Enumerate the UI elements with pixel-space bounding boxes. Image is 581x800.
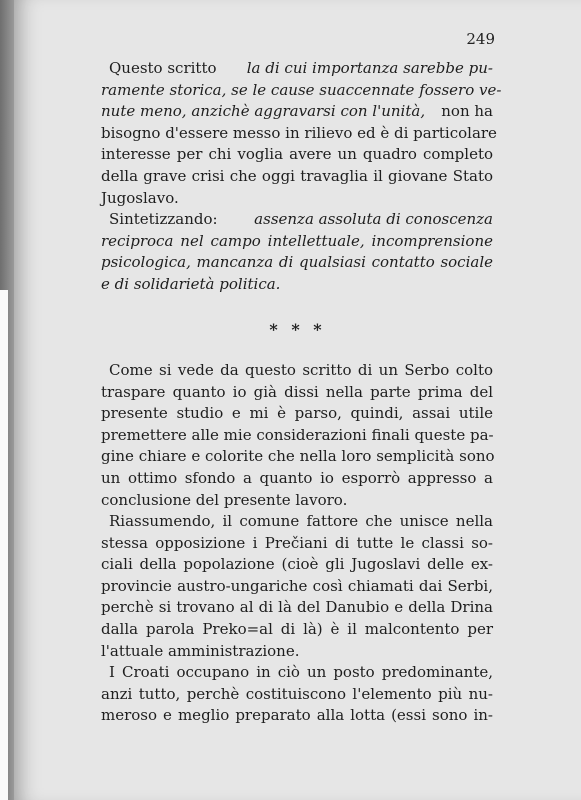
text-line: l'attuale amministrazione. <box>101 641 300 660</box>
text-line: psicologica, mancanza di qualsiasi contatto sociale <box>101 253 493 272</box>
paragraph-3 <box>101 360 493 511</box>
page-number: 249 <box>466 30 495 48</box>
text-line: traspare quanto io già dissi nella parte prima del <box>101 382 493 401</box>
text-line: ciali della popolazione (cioè gli Jugoslavi delle ex- <box>101 555 493 574</box>
text-line: meroso e meglio preparato alla lotta (essi sono in- <box>101 706 493 725</box>
text-line: anzi tutto, perchè costituiscono l'elemento più nu- <box>101 684 493 703</box>
page-edge-highlight <box>0 290 8 800</box>
text-line: presente studio e mi è parso, quindi, assai utile <box>101 404 493 423</box>
paragraph-4 <box>101 511 493 662</box>
text-line: bisogno d'essere messo in rilievo ed è di particolare <box>101 123 497 142</box>
text-line: stessa opposizione i Prečiani di tutte le classi so- <box>101 533 493 552</box>
text-line: Riassumendo, il comune fattore che unisce nella <box>109 512 493 530</box>
text-line: Jugoslavo. <box>101 188 179 207</box>
text-line: premettere alle mie considerazioni finali queste pa- <box>101 425 494 444</box>
text-line: Questo scritto la di cui importanza sarebbe pu- <box>109 59 493 77</box>
paragraph-2 <box>101 209 493 295</box>
text-line: perchè si trovano al di là del Danubio e della Drina <box>101 598 493 617</box>
text-line: conclusione del presente lavoro. <box>101 490 348 509</box>
text-line: dalla parola Preko=al di là) è il malcontento per <box>101 619 493 638</box>
page-edge <box>0 0 14 800</box>
text-line: e di solidarietà politica. <box>101 274 281 293</box>
text-line: nute meno, anzichè aggravarsi con l'unità, non ha <box>101 102 493 121</box>
text-line: I Croati occupano in ciò un posto predominante, <box>109 663 493 681</box>
paragraph-5 <box>101 662 493 727</box>
text-line: interesse per chi voglia avere un quadro completo <box>101 145 493 164</box>
section-separator: * * * <box>269 320 326 339</box>
text-line: Sintetizzando: assenza assoluta di conoscenza <box>109 210 493 228</box>
text-line: ramente storica, se le cause suaccennate fossero ve- <box>101 80 502 99</box>
text-line: un ottimo sfondo a quanto io esporrò appresso a <box>101 468 493 487</box>
book-page <box>14 0 581 800</box>
text-line: Come si vede da questo scritto di un Serbo colto <box>109 361 493 379</box>
text-line: della grave crisi che oggi travaglia il giovane Stato <box>101 166 493 185</box>
text-line: reciproca nel campo intellettuale, incomprensione <box>101 231 493 250</box>
paragraph-1 <box>101 58 502 209</box>
text-line: provincie austro-ungariche così chiamati dai Serbi, <box>101 576 493 595</box>
text-line: gine chiare e colorite che nella loro semplicità sono <box>101 447 495 466</box>
